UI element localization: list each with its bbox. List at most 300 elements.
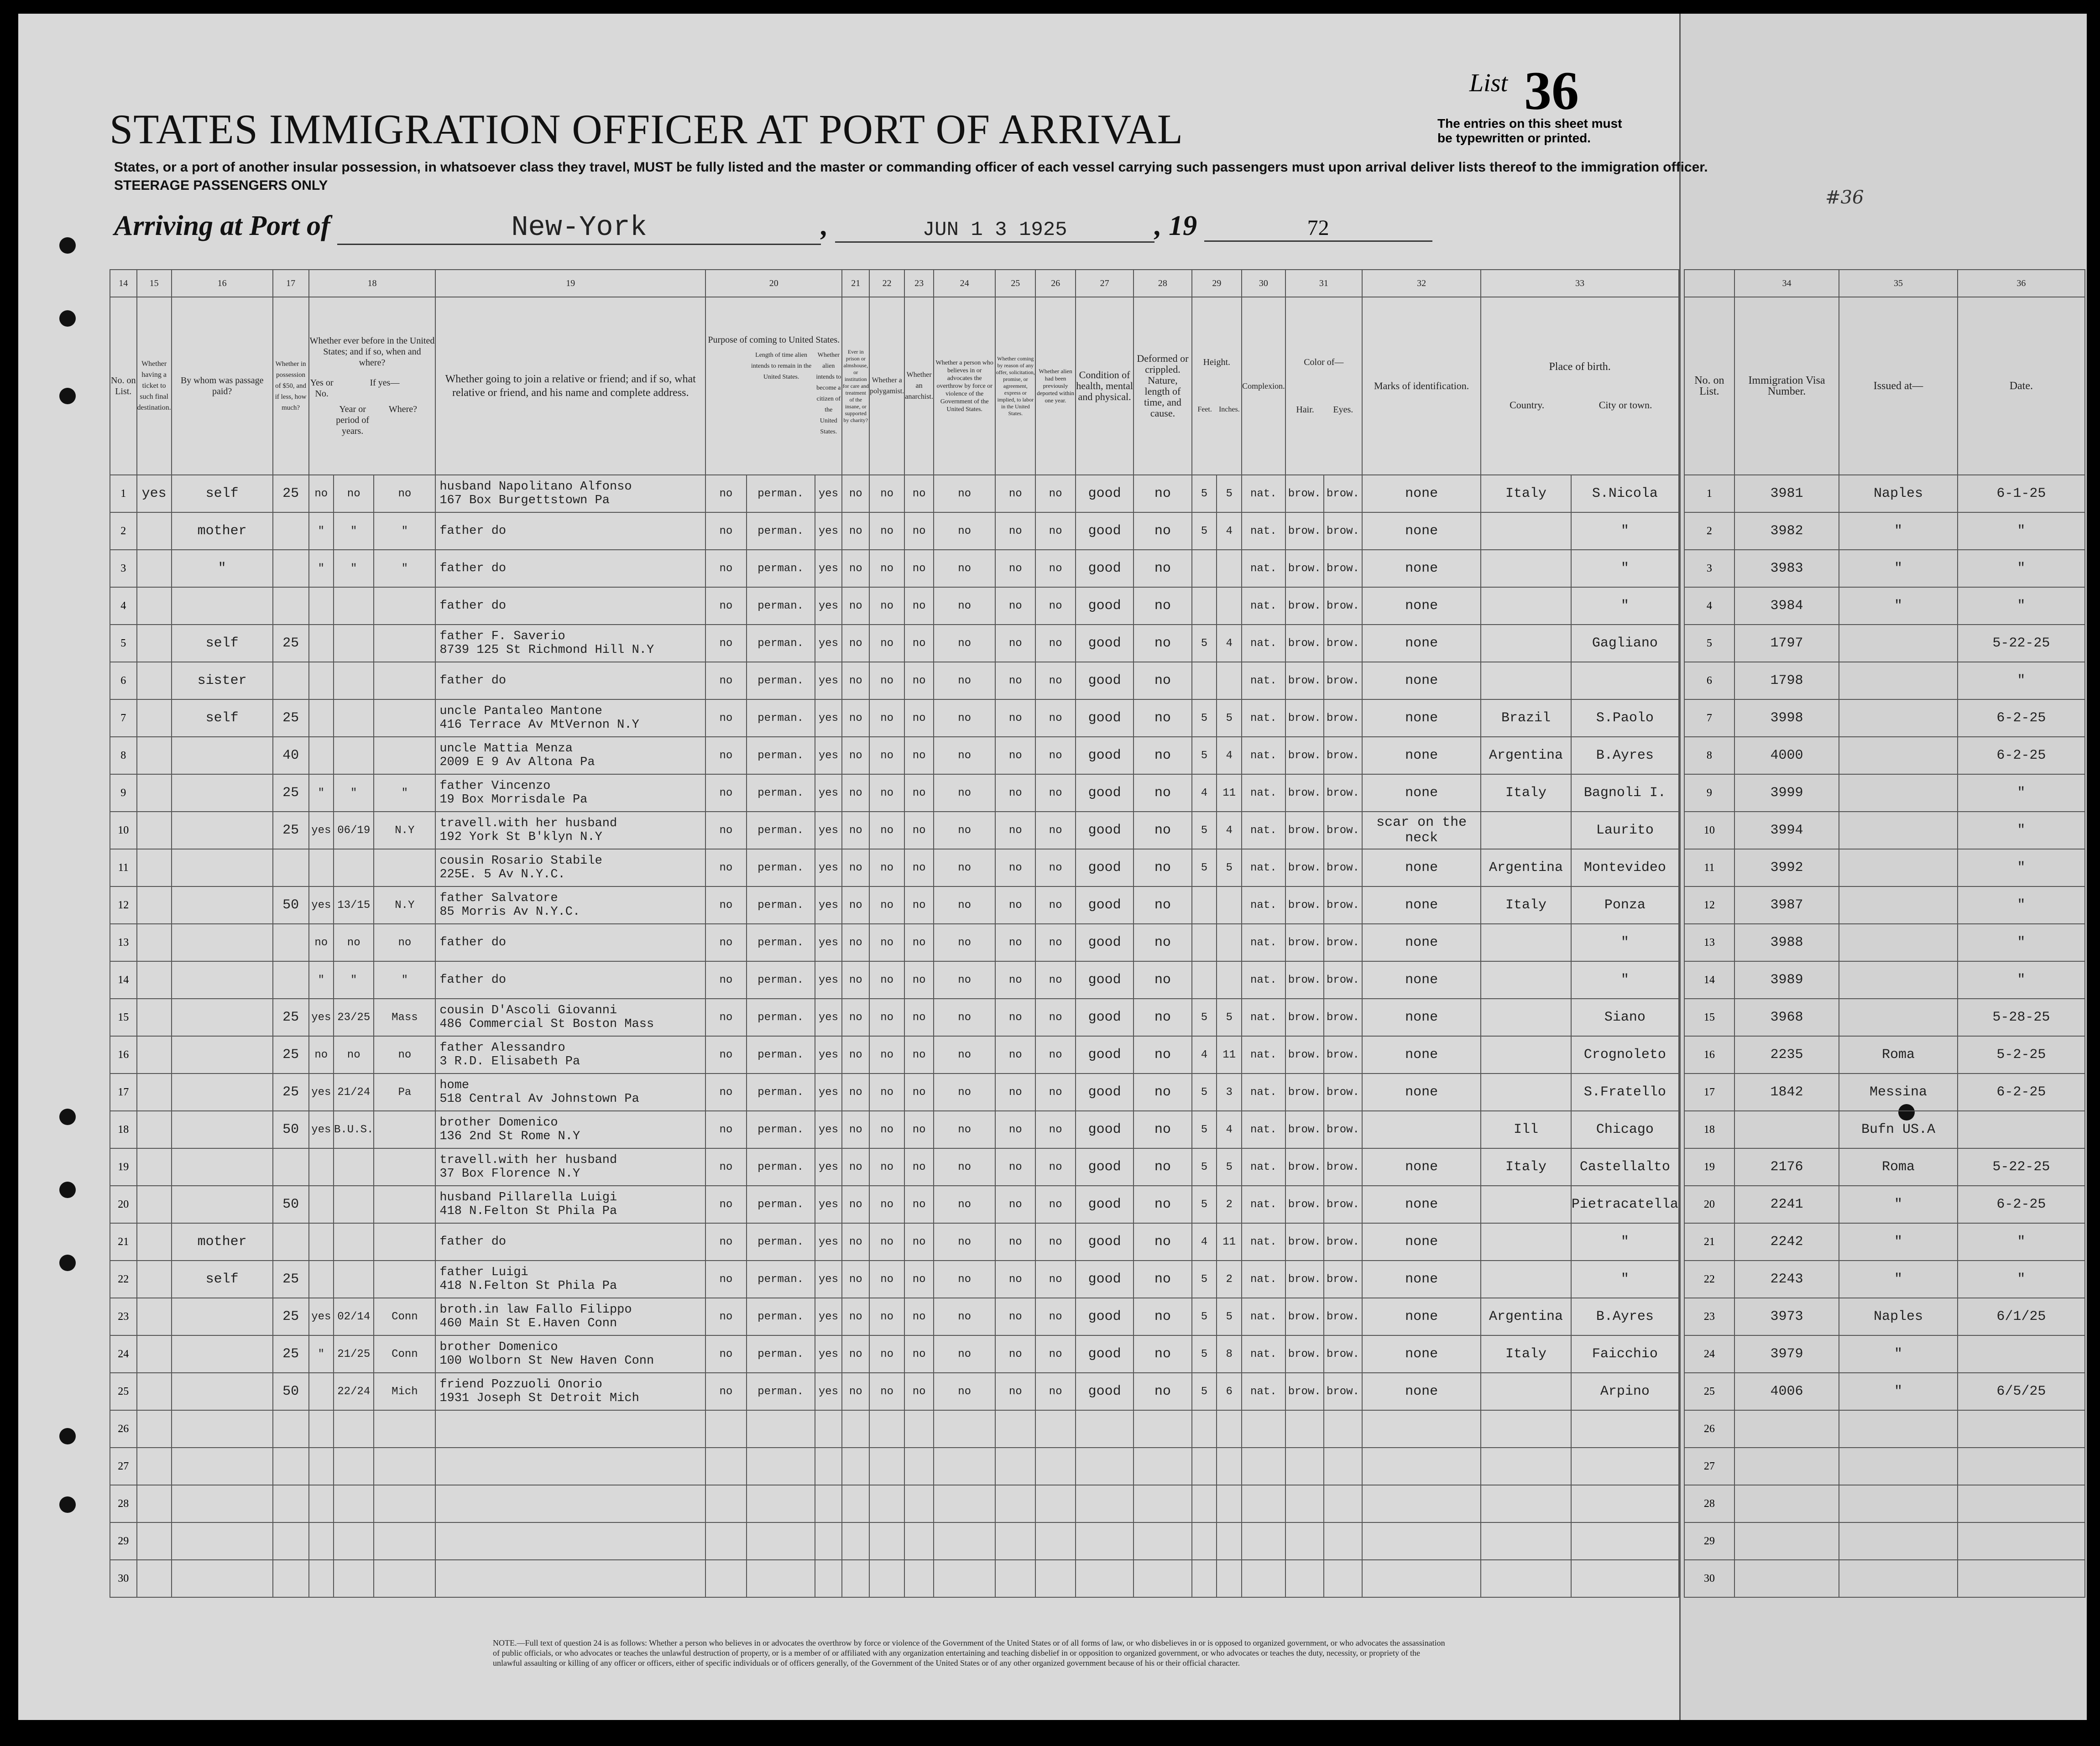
eyes-cell: brow. <box>1324 662 1362 699</box>
deformed-cell: no <box>1134 924 1191 961</box>
polygamist-cell: no <box>869 1148 904 1186</box>
empty-cell <box>1362 1522 1481 1560</box>
length-cell: perman. <box>747 849 815 886</box>
marks-cell: none <box>1362 625 1481 662</box>
feet-cell <box>1192 961 1217 999</box>
table-row <box>110 625 1679 662</box>
complexion-cell: nat. <box>1242 1186 1285 1223</box>
col-number: 17 <box>273 270 309 297</box>
polygamist-cell: no <box>869 1261 904 1298</box>
header-date: Date. <box>1958 297 2085 475</box>
deported-cell: no <box>1035 774 1076 812</box>
eyes-cell: brow. <box>1324 1261 1362 1298</box>
relative-address-cell: father F. Saverio 8739 125 St Richmond Hill N.Y <box>435 625 705 662</box>
country-cell: Italy <box>1481 1335 1571 1373</box>
empty-cell <box>1958 1560 2085 1597</box>
overthrow-cell: no <box>934 924 995 961</box>
empty-cell <box>1839 1485 1957 1522</box>
prison-cell: no <box>842 1186 869 1223</box>
table-row <box>110 662 1679 699</box>
deformed-cell: no <box>1134 475 1191 512</box>
feet-cell: 5 <box>1192 1373 1217 1410</box>
city-cell: " <box>1571 550 1679 587</box>
empty-cell <box>1839 1410 1957 1448</box>
city-cell: S.Fratello <box>1571 1074 1679 1111</box>
visa-row-number: 15 <box>1684 999 1734 1036</box>
citizen-cell: yes <box>815 1111 842 1148</box>
purpose-cell: no <box>705 1298 747 1335</box>
header-health: Condition of health, mental and physical. <box>1076 297 1134 475</box>
row-number: 12 <box>110 886 137 924</box>
complexion-cell: nat. <box>1242 1036 1285 1074</box>
empty-cell <box>1217 1522 1242 1560</box>
before-us-cell <box>309 699 334 737</box>
empty-cell <box>1192 1448 1217 1485</box>
polygamist-cell: no <box>869 812 904 849</box>
visa-row-number: 2 <box>1684 512 1734 550</box>
passage-paid-cell <box>172 1298 273 1335</box>
city-cell: Siano <box>1571 999 1679 1036</box>
deported-cell: no <box>1035 1186 1076 1223</box>
year-prefix: 19 <box>1169 210 1197 241</box>
city-cell: " <box>1571 512 1679 550</box>
eyes-cell: brow. <box>1324 849 1362 886</box>
money-cell <box>273 662 309 699</box>
year-cell <box>334 587 374 625</box>
row-number: 28 <box>110 1485 137 1522</box>
country-cell <box>1481 1074 1571 1111</box>
polygamist-cell: no <box>869 587 904 625</box>
table-row <box>110 1335 1679 1373</box>
empty-cell <box>1571 1485 1679 1522</box>
prison-cell: no <box>842 886 869 924</box>
year-cell <box>334 1186 374 1223</box>
complexion-cell: nat. <box>1242 1373 1285 1410</box>
complexion-cell: nat. <box>1242 550 1285 587</box>
money-cell: 25 <box>273 1261 309 1298</box>
health-cell: good <box>1076 1148 1134 1186</box>
relative-address-cell: brother Domenico 136 2nd St Rome N.Y <box>435 1111 705 1148</box>
deported-cell: no <box>1035 625 1076 662</box>
eyes-cell: brow. <box>1324 999 1362 1036</box>
country-cell <box>1481 550 1571 587</box>
length-cell: perman. <box>747 737 815 774</box>
header-polygamist: Whether a polygamist. <box>869 297 904 475</box>
deported-cell: no <box>1035 1036 1076 1074</box>
visa-date-cell: " <box>1958 1261 2085 1298</box>
polygamist-cell: no <box>869 849 904 886</box>
feet-cell <box>1192 886 1217 924</box>
header-length: Length of time alien intends to remain in the United States. <box>751 352 812 380</box>
purpose-cell: no <box>705 1111 747 1148</box>
empty-cell <box>1035 1410 1076 1448</box>
empty-cell <box>904 1485 934 1522</box>
overthrow-cell: no <box>934 1148 995 1186</box>
eyes-cell: brow. <box>1324 1148 1362 1186</box>
purpose-cell: no <box>705 849 747 886</box>
row-number: 20 <box>110 1186 137 1223</box>
visa-row-number: 4 <box>1684 587 1734 625</box>
visa-row-number: 25 <box>1684 1373 1734 1410</box>
overthrow-cell: no <box>934 999 995 1036</box>
prison-cell: no <box>842 924 869 961</box>
year-cell: 06/19 <box>334 812 374 849</box>
hair-cell: brow. <box>1285 699 1324 737</box>
before-us-cell: " <box>309 512 334 550</box>
passage-paid-cell: sister <box>172 662 273 699</box>
empty-cell <box>1734 1560 1839 1597</box>
contract-cell: no <box>995 849 1035 886</box>
empty-cell <box>273 1410 309 1448</box>
marks-cell: none <box>1362 961 1481 999</box>
relative-address-cell: father do <box>435 961 705 999</box>
contract-cell: no <box>995 1036 1035 1074</box>
visa-header-row <box>1684 297 2085 475</box>
row-number: 26 <box>110 1410 137 1448</box>
length-cell: perman. <box>747 587 815 625</box>
col-number: 30 <box>1242 270 1285 297</box>
feet-cell: 5 <box>1192 1148 1217 1186</box>
contract-cell: no <box>995 1373 1035 1410</box>
empty-cell <box>137 1410 172 1448</box>
inches-cell: 5 <box>1217 475 1242 512</box>
empty-cell <box>815 1485 842 1522</box>
col-number: 15 <box>137 270 172 297</box>
city-cell: Pietracatella <box>1571 1186 1679 1223</box>
where-cell <box>374 699 435 737</box>
table-row <box>110 1298 1679 1335</box>
citizen-cell: yes <box>815 662 842 699</box>
visa-row <box>1684 961 2085 999</box>
passage-paid-cell <box>172 961 273 999</box>
money-cell: 25 <box>273 1074 309 1111</box>
city-cell: " <box>1571 1261 1679 1298</box>
col-number: 26 <box>1035 270 1076 297</box>
visa-body <box>1684 475 2085 1597</box>
empty-cell <box>1134 1410 1191 1448</box>
empty-cell <box>869 1560 904 1597</box>
empty-cell <box>1076 1522 1134 1560</box>
where-cell: Mass <box>374 999 435 1036</box>
prison-cell: no <box>842 1373 869 1410</box>
empty-cell <box>1242 1522 1285 1560</box>
passage-paid-cell <box>172 812 273 849</box>
table-row <box>110 1373 1679 1410</box>
header-visa: Immigration Visa Number. <box>1734 297 1839 475</box>
passage-paid-cell <box>172 849 273 886</box>
relative-address-cell: cousin D'Ascoli Giovanni 486 Commercial St Boston Mass <box>435 999 705 1036</box>
where-cell: " <box>374 512 435 550</box>
feet-cell: 5 <box>1192 1298 1217 1335</box>
city-cell: " <box>1571 924 1679 961</box>
feet-cell: 4 <box>1192 1223 1217 1261</box>
deported-cell: no <box>1035 1223 1076 1261</box>
prison-cell: no <box>842 1074 869 1111</box>
empty-cell <box>309 1485 334 1522</box>
purpose-cell: no <box>705 924 747 961</box>
city-cell: Chicago <box>1571 1111 1679 1148</box>
length-cell: perman. <box>747 961 815 999</box>
binder-hole <box>59 1255 76 1271</box>
money-cell <box>273 961 309 999</box>
eyes-cell: brow. <box>1324 886 1362 924</box>
binder-hole <box>59 1182 76 1198</box>
row-number: 4 <box>110 587 137 625</box>
anarchist-cell: no <box>904 1074 934 1111</box>
purpose-cell: no <box>705 625 747 662</box>
prison-cell: no <box>842 1036 869 1074</box>
ticket-cell <box>137 1223 172 1261</box>
inches-cell: 11 <box>1217 1036 1242 1074</box>
deported-cell: no <box>1035 699 1076 737</box>
row-number: 25 <box>110 1373 137 1410</box>
polygamist-cell: no <box>869 886 904 924</box>
deformed-cell: no <box>1134 999 1191 1036</box>
header-contract: Whether coming by reason of any offer, solicitation, promise, or agreement, express or implied, to labor in the United States. <box>995 297 1035 475</box>
inches-cell: 4 <box>1217 625 1242 662</box>
empty-cell <box>1076 1410 1134 1448</box>
deformed-cell: no <box>1134 1074 1191 1111</box>
year-cell: 23/25 <box>334 999 374 1036</box>
issued-at-cell <box>1839 662 1957 699</box>
health-cell: good <box>1076 737 1134 774</box>
complexion-cell: nat. <box>1242 774 1285 812</box>
anarchist-cell: no <box>904 924 934 961</box>
hair-cell: brow. <box>1285 1261 1324 1298</box>
header-citizen: Whether alien intends to become a citizen of the United States. <box>816 352 841 435</box>
inches-cell <box>1217 587 1242 625</box>
prison-cell: no <box>842 1298 869 1335</box>
empty-cell <box>995 1522 1035 1560</box>
visa-row <box>1684 662 2085 699</box>
issued-at-cell <box>1839 849 1957 886</box>
deformed-cell: no <box>1134 1373 1191 1410</box>
deported-cell: no <box>1035 737 1076 774</box>
purpose-cell: no <box>705 1036 747 1074</box>
header-where: Where? <box>388 404 418 414</box>
empty-cell <box>1958 1522 2085 1560</box>
passage-paid-cell <box>172 1036 273 1074</box>
issued-at-cell: Roma <box>1839 1148 1957 1186</box>
table-row <box>110 699 1679 737</box>
deformed-cell: no <box>1134 662 1191 699</box>
row-number: 19 <box>110 1148 137 1186</box>
health-cell: good <box>1076 512 1134 550</box>
empty-cell <box>1571 1410 1679 1448</box>
deported-cell: no <box>1035 961 1076 999</box>
length-cell: perman. <box>747 999 815 1036</box>
col-number: 34 <box>1734 270 1839 297</box>
empty-cell <box>1324 1485 1362 1522</box>
inches-cell: 4 <box>1217 512 1242 550</box>
contract-cell: no <box>995 475 1035 512</box>
complexion-cell: nat. <box>1242 587 1285 625</box>
passage-paid-cell <box>172 999 273 1036</box>
column-header-row <box>110 297 1679 475</box>
visa-date-cell: " <box>1958 924 2085 961</box>
overthrow-cell: no <box>934 699 995 737</box>
deported-cell: no <box>1035 550 1076 587</box>
feet-cell: 4 <box>1192 774 1217 812</box>
inches-cell: 4 <box>1217 737 1242 774</box>
empty-cell <box>869 1410 904 1448</box>
relative-address-cell: friend Pozzuoli Onorio 1931 Joseph St Detroit Mich <box>435 1373 705 1410</box>
contract-cell: no <box>995 1335 1035 1373</box>
health-cell: good <box>1076 1036 1134 1074</box>
list-number: 36 <box>1524 60 1579 121</box>
city-cell: " <box>1571 1223 1679 1261</box>
relative-address-cell: cousin Rosario Stabile 225E. 5 Av N.Y.C. <box>435 849 705 886</box>
feet-cell: 5 <box>1192 625 1217 662</box>
health-cell: good <box>1076 699 1134 737</box>
citizen-cell: yes <box>815 924 842 961</box>
empty-cell <box>374 1410 435 1448</box>
health-cell: good <box>1076 774 1134 812</box>
header-purpose-text: Purpose of coming to United States. <box>708 335 840 345</box>
visa-row-number: 29 <box>1684 1522 1734 1560</box>
visa-date-cell <box>1958 1111 2085 1148</box>
where-cell: " <box>374 550 435 587</box>
deformed-cell: no <box>1134 961 1191 999</box>
city-cell: Laurito <box>1571 812 1679 849</box>
marks-cell: none <box>1362 999 1481 1036</box>
health-cell: good <box>1076 1223 1134 1261</box>
hair-cell: brow. <box>1285 924 1324 961</box>
relative-address-cell: father do <box>435 587 705 625</box>
empty-cell <box>1734 1522 1839 1560</box>
where-cell <box>374 625 435 662</box>
feet-cell: 5 <box>1192 1111 1217 1148</box>
marks-cell: none <box>1362 1074 1481 1111</box>
header-deported: Whether alien had been previously deported within one year. <box>1035 297 1076 475</box>
empty-row <box>110 1448 1679 1485</box>
feet-cell: 5 <box>1192 512 1217 550</box>
polygamist-cell: no <box>869 924 904 961</box>
empty-cell <box>995 1560 1035 1597</box>
complexion-cell: nat. <box>1242 1335 1285 1373</box>
empty-cell <box>1192 1485 1217 1522</box>
row-number: 5 <box>110 625 137 662</box>
empty-cell <box>435 1410 705 1448</box>
visa-date-cell: 5-2-25 <box>1958 1036 2085 1074</box>
passage-paid-cell <box>172 587 273 625</box>
empty-row <box>110 1485 1679 1522</box>
overthrow-cell: no <box>934 886 995 924</box>
deported-cell: no <box>1035 662 1076 699</box>
empty-cell <box>1481 1522 1571 1560</box>
arriving-port-label: Arriving at Port of New-York , JUN 1 3 1925 , 19 72 <box>114 210 1432 245</box>
visa-row <box>1684 1186 2085 1223</box>
citizen-cell: yes <box>815 550 842 587</box>
citizen-cell: yes <box>815 849 842 886</box>
ticket-cell <box>137 924 172 961</box>
hair-cell: brow. <box>1285 587 1324 625</box>
country-cell: Italy <box>1481 774 1571 812</box>
before-us-cell: yes <box>309 812 334 849</box>
empty-cell <box>842 1522 869 1560</box>
empty-cell <box>842 1560 869 1597</box>
anarchist-cell: no <box>904 1148 934 1186</box>
table-row <box>110 512 1679 550</box>
deformed-cell: no <box>1134 625 1191 662</box>
instruction-line: States, or a port of another insular possession, in whatsoever class they travel, MUST be fully listed and the master or commanding officer of each vessel carrying such passengers must upon arrival deliver lists thereof to the immigration officer. <box>114 160 1708 175</box>
overthrow-cell: no <box>934 849 995 886</box>
complexion-cell: nat. <box>1242 662 1285 699</box>
eyes-cell: brow. <box>1324 1074 1362 1111</box>
polygamist-cell: no <box>869 699 904 737</box>
marks-cell: none <box>1362 587 1481 625</box>
ticket-cell <box>137 737 172 774</box>
deformed-cell: no <box>1134 550 1191 587</box>
polygamist-cell: no <box>869 961 904 999</box>
anarchist-cell: no <box>904 999 934 1036</box>
row-number: 11 <box>110 849 137 886</box>
hair-cell: brow. <box>1285 1074 1324 1111</box>
visa-date-cell: 5-22-25 <box>1958 1148 2085 1186</box>
visa-row <box>1684 1148 2085 1186</box>
row-number: 17 <box>110 1074 137 1111</box>
complexion-cell: nat. <box>1242 849 1285 886</box>
purpose-cell: no <box>705 699 747 737</box>
prison-cell: no <box>842 625 869 662</box>
arriving-label: Arriving at Port of <box>114 210 330 241</box>
country-cell: Argentina <box>1481 737 1571 774</box>
country-cell <box>1481 1036 1571 1074</box>
city-cell: S.Paolo <box>1571 699 1679 737</box>
year-cell: no <box>334 924 374 961</box>
overthrow-cell: no <box>934 1223 995 1261</box>
country-cell <box>1481 512 1571 550</box>
empty-cell <box>1134 1485 1191 1522</box>
purpose-cell: no <box>705 737 747 774</box>
polygamist-cell: no <box>869 999 904 1036</box>
visa-number-cell: 1842 <box>1734 1074 1839 1111</box>
anarchist-cell: no <box>904 475 934 512</box>
ticket-cell <box>137 1148 172 1186</box>
empty-cell <box>1192 1522 1217 1560</box>
before-us-cell <box>309 625 334 662</box>
header-relative: Whether going to join a relative or friend; and if so, what relative or friend, and his name and complete address. <box>435 297 705 475</box>
relative-address-cell: brother Domenico 100 Wolborn St New Haven Conn <box>435 1335 705 1373</box>
citizen-cell: yes <box>815 1373 842 1410</box>
visa-row <box>1684 849 2085 886</box>
empty-cell <box>334 1560 374 1597</box>
visa-row-number: 5 <box>1684 625 1734 662</box>
visa-number-cell: 3999 <box>1734 774 1839 812</box>
before-us-cell <box>309 1373 334 1410</box>
marks-cell: none <box>1362 1148 1481 1186</box>
empty-cell <box>1362 1560 1481 1597</box>
marks-cell: none <box>1362 699 1481 737</box>
city-cell: Montevideo <box>1571 849 1679 886</box>
city-cell: Crognoleto <box>1571 1036 1679 1074</box>
contract-cell: no <box>995 812 1035 849</box>
year-cell: 02/14 <box>334 1298 374 1335</box>
empty-cell <box>1076 1448 1134 1485</box>
passage-paid-cell <box>172 924 273 961</box>
purpose-cell: no <box>705 662 747 699</box>
header-ticket: Whether having a ticket to such final destination. <box>137 297 172 475</box>
deported-cell: no <box>1035 1148 1076 1186</box>
passage-paid-cell <box>172 1335 273 1373</box>
polygamist-cell: no <box>869 475 904 512</box>
empty-cell <box>137 1485 172 1522</box>
feet-cell: 5 <box>1192 849 1217 886</box>
empty-cell <box>309 1448 334 1485</box>
visa-number-cell: 2176 <box>1734 1148 1839 1186</box>
hair-cell: brow. <box>1285 812 1324 849</box>
col-number: 23 <box>904 270 934 297</box>
